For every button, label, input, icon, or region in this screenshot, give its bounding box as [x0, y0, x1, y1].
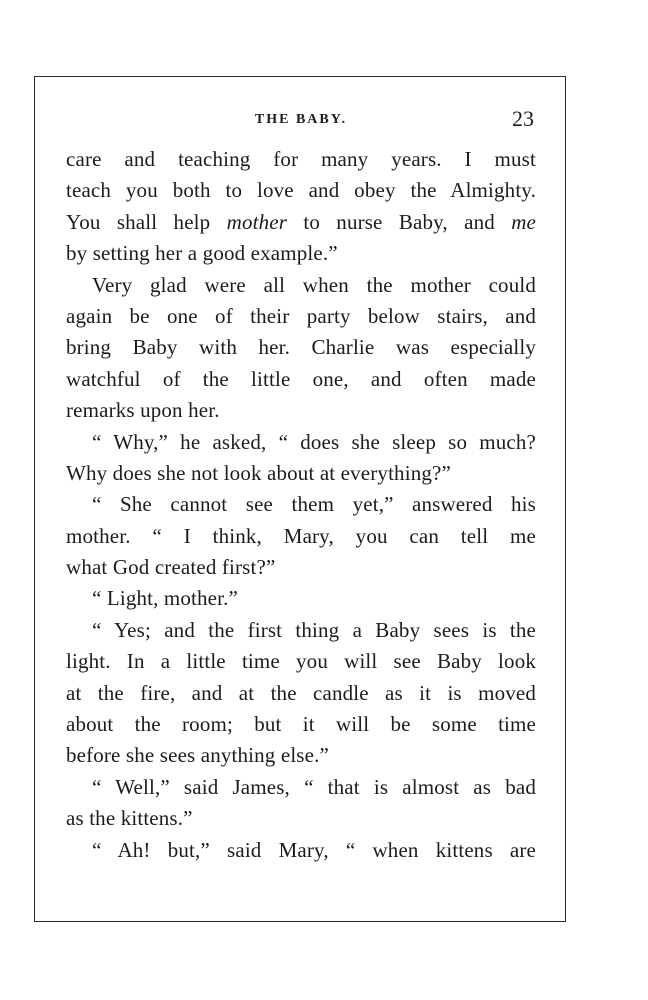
running-title: THE BABY.	[254, 112, 348, 127]
text-line: at the fire, and at the candle as it is moved	[66, 680, 536, 705]
page-number: 23	[512, 106, 534, 131]
text-line: as the kittens.”	[66, 806, 193, 831]
text-line: bring Baby with her. Charlie was especially	[66, 335, 536, 360]
text-line: again be one of their party below stairs, and	[66, 303, 536, 328]
text-line: “ Yes; and the first thing a Baby sees is the	[92, 617, 536, 642]
page-text	[66, 144, 536, 884]
text-line: “ Well,” said James, “ that is almost as bad	[92, 774, 536, 799]
text-line: Very glad were all when the mother could	[92, 272, 536, 297]
text-line: “ Ah! but,” said Mary, “ when kittens are	[92, 837, 536, 862]
text-line	[66, 207, 536, 238]
text-line: mother. “ I think, Mary, you can tell me	[66, 523, 536, 548]
text-line: “ Why,” he asked, “ does she sleep so much?	[92, 429, 536, 454]
running-header	[66, 106, 536, 134]
text-line: light. In a little time you will see Baby look	[66, 649, 536, 674]
text-line: “ She cannot see them yet,” answered his	[92, 492, 536, 517]
text-line: remarks upon her.	[66, 398, 220, 423]
text-line: what God created first?”	[66, 555, 276, 580]
text-line: before she sees anything else.”	[66, 743, 329, 768]
text-line: Why does she not look about at everything?”	[66, 460, 451, 485]
text-line: by setting her a good example.”	[66, 241, 338, 266]
text-segment: You shall help	[66, 209, 227, 234]
text-line: care and teaching for many years. I must	[66, 147, 536, 171]
italic-word: mother	[226, 209, 288, 234]
italic-word: me	[511, 209, 536, 234]
text-line: “ Light, mother.”	[92, 586, 239, 611]
text-line: about the room; but it will be some time	[66, 712, 536, 737]
text-line: watchful of the little one, and often made	[66, 366, 536, 391]
text-line: teach you both to love and obey the Almighty.	[66, 178, 536, 203]
text-segment: to nurse Baby, and	[287, 209, 512, 234]
